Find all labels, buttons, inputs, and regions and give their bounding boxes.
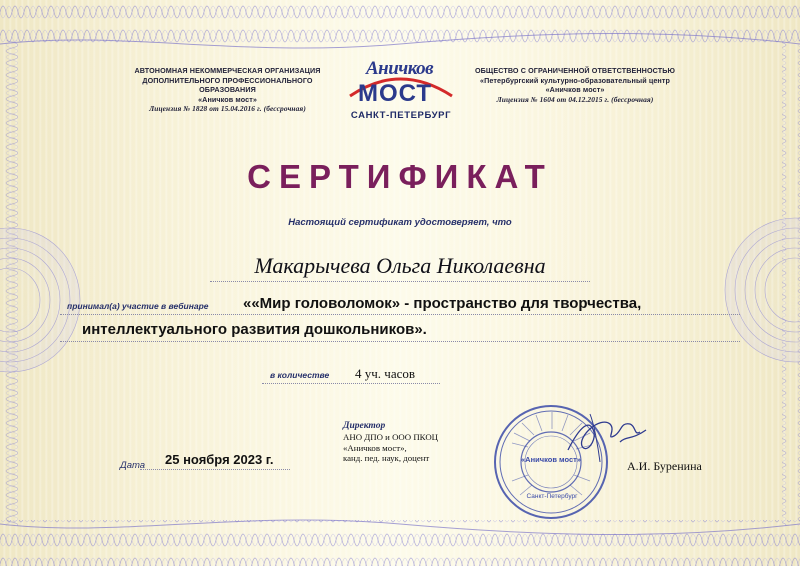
logo-city-text: САНКТ-ПЕТЕРБУРГ (350, 110, 452, 121)
logo-script-text: Аничков (366, 58, 434, 79)
director-role: Директор (343, 421, 386, 431)
participation-label: принимал(а) участие в вебинаре (67, 301, 209, 311)
logo-main-text: МОСТ (358, 80, 433, 107)
handwritten-signature (560, 406, 650, 466)
signer-name: А.И. Буренина (627, 459, 702, 473)
recipient-name: Макарычева Ольга Николаевна (254, 253, 546, 278)
right-org-line3: «Аничков мост» (545, 85, 605, 95)
date-label: Дата (120, 460, 146, 471)
certificate-subtitle: Настоящий сертификат удостоверяет, что (288, 217, 512, 228)
left-organization-block (120, 66, 335, 114)
director-line3: канд. пед. наук, доцент (343, 453, 430, 464)
left-org-line3: «Аничков мост» (198, 94, 257, 104)
recipient-underline (210, 281, 590, 282)
director-line1: АНО ДПО и ООО ПКОЦ (343, 431, 439, 442)
logo (340, 58, 462, 126)
webinar-underline-1 (60, 314, 740, 315)
right-org-line1: ОБЩЕСТВО С ОГРАНИЧЕННОЙ ОТВЕТСТВЕННОСТЬЮ (474, 66, 676, 75)
certificate-title: СЕРТИФИКАТ (247, 158, 553, 195)
hours-label: в количестве (270, 370, 330, 380)
left-org-line2: ДОПОЛНИТЕЛЬНОГО ПРОФЕССИОНАЛЬНОГО ОБРАЗОВАНИЯ (142, 75, 313, 95)
webinar-title-line1: ««Мир головоломок» - пространство для творчества, (243, 295, 642, 312)
hours-underline (262, 383, 440, 384)
webinar-title-line2: интеллектуального развития дошкольников». (82, 321, 427, 338)
right-organization-block (470, 66, 680, 104)
right-org-line2: «Петербургский культурно-образовательный центр (480, 75, 670, 85)
left-org-license: Лицензия № 1828 от 15.04.2016 г. (бессрочная) (149, 104, 306, 114)
stamp-city-text: Санкт-Петербург (526, 493, 578, 500)
stamp-center-text: «Аничков мост» (521, 455, 581, 464)
left-org-line1: АВТОНОМНАЯ НЕКОММЕРЧЕСКАЯ ОРГАНИЗАЦИЯ (134, 66, 321, 75)
right-org-license: Лицензия № 1604 от 04.12.2015 г. (бессрочная) (496, 94, 654, 104)
hours-value: 4 уч. часов (355, 366, 416, 381)
director-block (343, 421, 483, 464)
date-underline (140, 469, 290, 470)
webinar-underline-2 (60, 341, 740, 342)
date-value: 25 ноября 2023 г. (165, 452, 274, 467)
director-line2: «Аничков мост», (343, 442, 407, 453)
